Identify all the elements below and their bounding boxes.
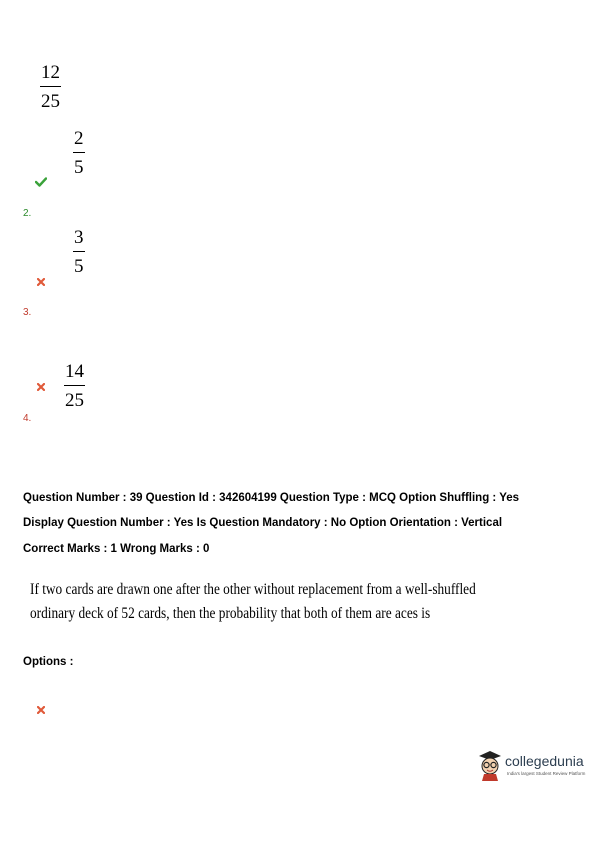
fraction-numerator: 12 <box>41 62 60 83</box>
check-icon <box>35 174 47 192</box>
fraction-denominator: 5 <box>74 256 84 277</box>
fraction-numerator: 14 <box>65 361 84 382</box>
option-3-fraction <box>73 228 85 276</box>
question-text-line-1: If two cards are drawn one after the other without replacement from a well-shuffled <box>30 581 476 598</box>
option-number-2: 2. <box>23 208 32 219</box>
logo-name: collegedunia <box>505 753 584 769</box>
logo-tagline: India's largest Student Review Platform <box>507 771 586 776</box>
option-2-fraction <box>73 129 85 177</box>
option-number-4: 4. <box>23 413 32 424</box>
option-4-fraction <box>64 362 85 410</box>
options-label: Options : <box>23 656 74 668</box>
fraction-denominator: 25 <box>41 91 60 112</box>
cross-icon <box>37 378 45 396</box>
fraction-numerator: 3 <box>74 227 84 248</box>
mascot-icon <box>476 747 504 781</box>
cross-icon <box>37 701 45 719</box>
option-number-3: 3. <box>23 307 32 318</box>
option-1-fraction <box>40 63 61 111</box>
fraction-denominator: 5 <box>74 157 84 178</box>
cross-icon <box>37 273 45 291</box>
question-meta-line-3: Correct Marks : 1 Wrong Marks : 0 <box>23 543 210 555</box>
fraction-denominator: 25 <box>65 390 84 411</box>
question-meta-line-1: Question Number : 39 Question Id : 342604199 Question Type : MCQ Option Shuffling : Yes <box>23 492 520 504</box>
fraction-numerator: 2 <box>74 128 84 149</box>
question-meta-line-2: Display Question Number : Yes Is Question Mandatory : No Option Orientation : Vertical <box>23 517 503 529</box>
collegedunia-logo <box>476 747 586 783</box>
question-text-line-2: ordinary deck of 52 cards, then the probability that both of them are aces is <box>30 605 431 622</box>
question-text <box>30 578 476 626</box>
